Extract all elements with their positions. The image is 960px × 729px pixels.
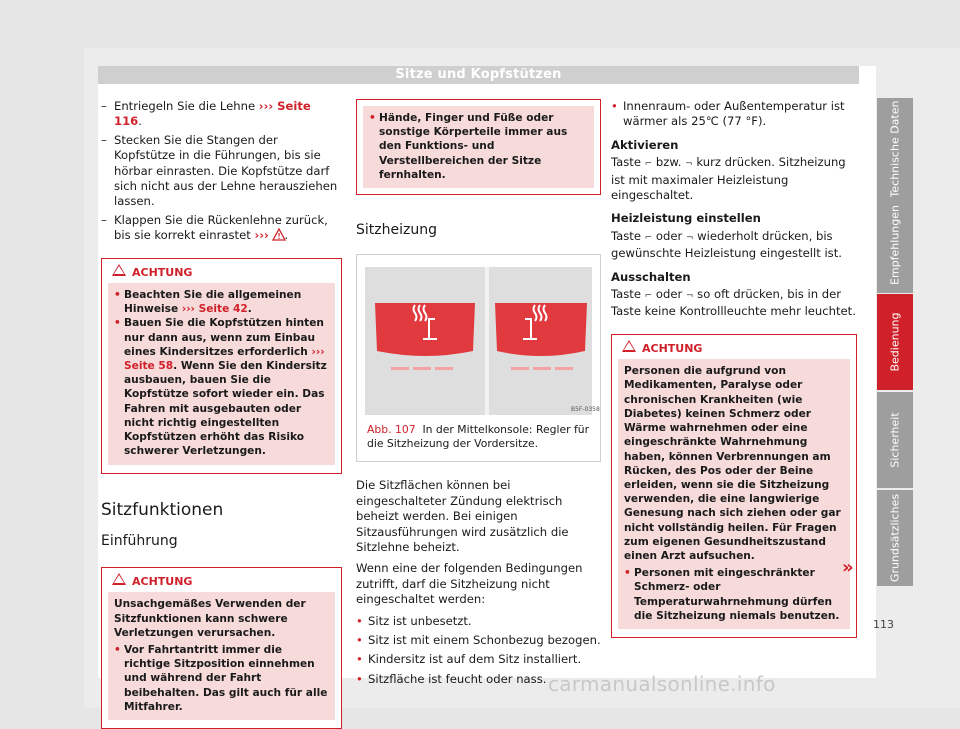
warning-body [108,283,335,464]
figure-caption-text: In der Mittelkonsole: Regler für die Sitzheizung der Vordersitze. [367,423,590,451]
warning-icon [112,264,126,276]
tab-label: Technische Daten [888,100,902,198]
tab-grundsaetzliches[interactable] [877,490,913,586]
column-1 [101,99,342,729]
warning-icon [112,573,126,585]
reference-arrows[interactable]: ››› [254,228,269,243]
page-reference-link[interactable]: ››› Seite 58 [124,345,325,373]
warning-body [363,106,594,188]
paragraph [611,229,857,262]
column-3 [611,99,857,638]
seat-heater-right-icon: ¬ [685,232,694,243]
warning-bullet: • Personen mit eingeschränkter Schmerz- oder Temperaturwahrnehmung dürfen die Sitzheizung niemals benutzen. [624,566,844,623]
paragraph: Wenn eine der folgenden Bedingungen zutrifft, darf die Sitzheizung nicht eingeschaltet werden: [356,561,583,607]
seat-heater-right-icon: ¬ [685,159,693,170]
warning-icon [273,229,285,240]
section-title: Sitzfunktionen [101,499,224,520]
subsection-title: Einführung [101,532,178,549]
warning-text: . Wenn Sie den Kindersitz ausbauen, bauen Sie die Kopfstütze sofort wieder ein. Das Fahren mit ausgebauten oder nicht richtig eingestellten Kopfstützen erhöht das Risiko schwerer Verletzungen. [124,360,327,458]
warning-box [101,567,342,729]
warning-icon [622,340,636,352]
text: oder [652,287,686,302]
warning-bullet [114,316,329,458]
list-item: • Sitzfläche ist feucht oder nass. [356,672,601,687]
seat-heater-left-icon: ⌐ [644,291,653,302]
paragraph [611,155,857,203]
list-item: • Sitz ist mit einem Schonbezug bezogen. [356,633,601,648]
continue-arrow-icon: » [842,557,854,578]
step-tail: . [138,114,142,129]
warning-intro: Unsachgemäßes Verwenden der Sitzfunktionen kann schwere Verletzungen verursachen. [114,598,306,639]
warning-header [102,259,341,283]
warning-box [101,258,342,474]
warning-title: ACHTUNG [642,341,703,355]
step-text: Stecken Sie die Stangen der Kopfstütze in die Führungen, bis sie hörbar einrasten. Die Kopfstütze darf sich nicht aus der Lehne herausziehen lassen. [114,132,338,209]
tab-bedienung[interactable] [877,294,913,390]
figure-image [365,267,600,415]
tab-technische-daten[interactable] [877,98,913,200]
warning-intro: Personen die aufgrund von Medikamenten, Paralyse oder chronischen Krankheiten (wie Diabetes) keinen Schmerz oder Wärme wahrnehmen oder eine eingeschränkte Wahrnehmung haben, können Verbrennungen am Rücken, des Pos oder der Beine erleiden, wenn sie die Sitzheizung verwenden, die eine langwierige Genesung nach sich ziehen oder gar nicht vollständig heilen. Für Fragen zum eigenen Gesundheitszustand einen Arzt aufsuchen. [624,365,841,562]
warning-body [618,359,850,629]
text: bzw. [652,155,686,170]
warning-body [108,592,335,720]
subheading-level: Heizleistung einstellen [611,211,761,226]
column-2 [356,99,601,691]
list-item: • Sitz ist unbesetzt. [356,614,601,629]
warning-title: ACHTUNG [132,574,193,588]
seat-heater-right-icon: ¬ [685,291,694,302]
warning-text: Bauen Sie die Kopfstützen hinten nur dann aus, wenn zum Einbau eines Kindersitzes erforderlich [124,317,324,358]
page-number: 113 [873,618,894,631]
page-reference-link[interactable]: ››› Seite 42 [181,303,248,316]
tab-label: Empfehlungen [888,205,902,285]
text: kurz drücken. Sitzheizung ist mit maximaler Heizleistung eingeschaltet. [611,155,846,203]
step-text: Entriegeln Sie die Lehne [114,99,259,113]
warning-bullet: • Hände, Finger und Füße oder sonstige Körperteile immer aus den Funktions- und Verstellbereichen der Sitze fernhalten. [369,111,588,182]
warning-title: ACHTUNG [132,265,193,279]
step-item [101,213,342,244]
step-item [101,133,342,210]
text: Taste [611,228,645,243]
tab-sicherheit[interactable] [877,392,913,488]
watermark: carmanualsonline.info [548,672,776,696]
subheading-off: Ausschalten [611,269,691,284]
warning-box [611,334,857,638]
seat-heater-left-icon: ⌐ [644,159,653,170]
tab-label: Grundsätzliches [888,493,902,583]
figure-code: B5F-0358 [571,406,600,414]
seat-heater-left-icon: ⌐ [644,232,653,243]
paragraph [611,287,857,320]
text: oder [652,228,686,243]
warning-bullet [114,288,329,316]
step-item [101,99,342,130]
list-item: • Kindersitz ist auf dem Sitz installiert. [356,652,601,667]
list-item: • Innenraum- oder Außentemperatur ist wärmer als 25℃ (77 °F). [611,99,857,130]
figure-label: Abb. 107 [367,423,416,437]
text: Taste [611,287,645,302]
tab-empfehlungen[interactable] [877,197,913,293]
text: so oft drücken, bis in der Taste keine Kontrollleuchte mehr leuchtet. [611,287,856,319]
page-header: Sitze und Kopfstützen [98,66,859,84]
section-heading: Sitzheizung [356,222,437,239]
figure-box [356,254,601,462]
text: wiederholt drücken, bis gewünschte Heizleistung eingestellt ist. [611,228,842,261]
tab-label: Bedienung [888,312,902,372]
figure-caption [357,415,600,461]
subheading-activate: Aktivieren [611,137,679,152]
warning-text: Beachten Sie die allgemeinen Hinweise [124,289,302,316]
paragraph: Die Sitzflächen können bei eingeschalteter Zündung elektrisch beheizt werden. Bei einigen Sitzausführungen wird zusätzlich die Sitzlehne beheizt. [356,478,569,555]
warning-header [102,568,341,592]
warning-bullet: • Vor Fahrtantritt immer die richtige Sitzposition einnehmen und während der Fahrt beibehalten. Das gilt auch für alle Mitfahrer. [114,643,329,714]
page-reference-link[interactable]: ››› Seite 116 [114,99,311,129]
warning-continuation-box [356,99,601,195]
warning-header [612,335,856,359]
seat-heating-controls-illustration [365,267,600,415]
step-tail: . [284,228,289,243]
text: Taste [611,155,645,170]
step-text: Klappen Sie die Rückenlehne zurück, bis sie korrekt einrastet [114,212,328,243]
warning-text: . [247,303,252,316]
tab-label: Sicherheit [888,412,902,468]
